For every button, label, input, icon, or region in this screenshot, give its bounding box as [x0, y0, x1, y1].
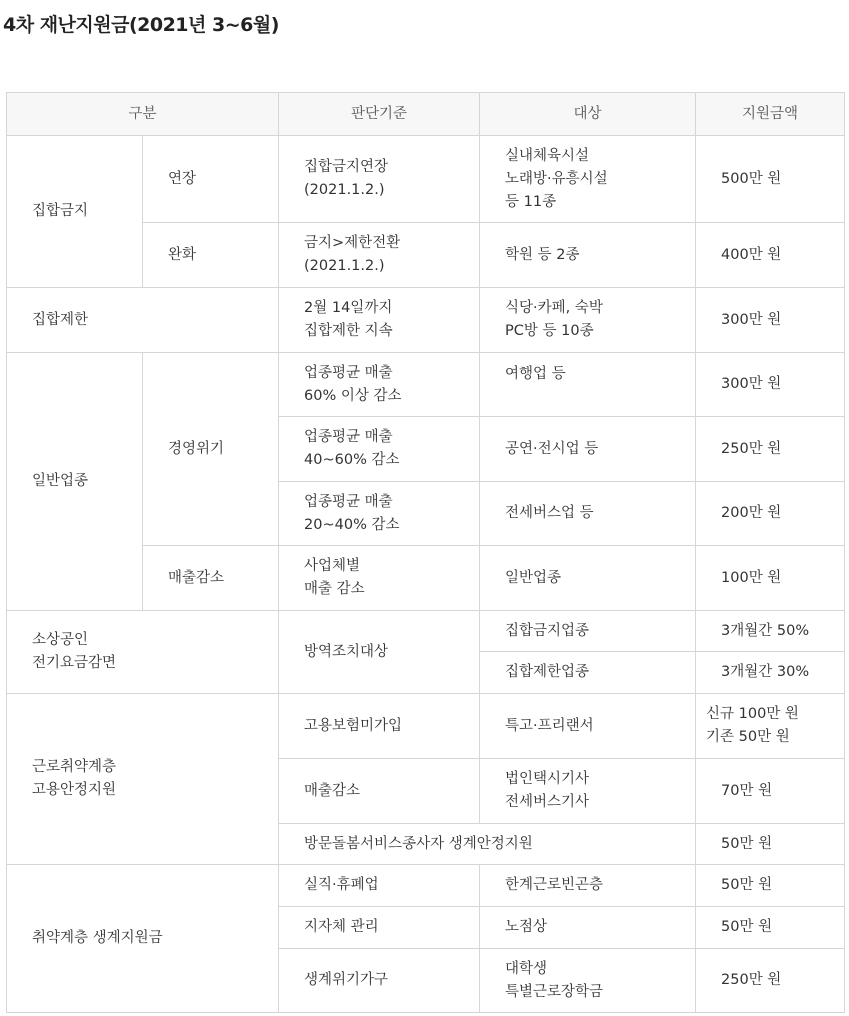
- amount-cell: 3개월간 50%: [696, 611, 845, 652]
- criteria-cell: 지자체 관리: [279, 907, 480, 949]
- criteria-cell: 금지>제한전환 (2021.1.2.): [279, 223, 480, 288]
- target-cell: 대학생 특별근로장학금: [480, 949, 696, 1013]
- amount-cell: 70만 원: [696, 759, 845, 824]
- amount-cell: 250만 원: [696, 949, 845, 1013]
- amount-cell: 400만 원: [696, 223, 845, 288]
- target-cell: 식당·카페, 숙박 PC방 등 10종: [480, 288, 696, 353]
- target-cell: 공연·전시업 등: [480, 417, 696, 482]
- criteria-cell: 생계위기가구: [279, 949, 480, 1013]
- disaster-relief-table: [6, 92, 845, 1013]
- amount-cell: 300만 원: [696, 353, 845, 417]
- target-cell: 한계근로빈곤층: [480, 865, 696, 907]
- amount-cell: 50만 원: [696, 865, 845, 907]
- table-header-row: [7, 93, 845, 136]
- criteria-cell: 사업체별 매출 감소: [279, 546, 480, 611]
- amount-cell: 신규 100만 원 기존 50만 원: [696, 694, 845, 759]
- subcategory-cell: 경영위기: [143, 353, 279, 546]
- header-category: 구분: [7, 93, 279, 136]
- amount-cell: 50만 원: [696, 824, 845, 865]
- category-cell: 근로취약계층 고용안정지원: [7, 694, 279, 865]
- target-cell: 여행업 등: [480, 353, 696, 417]
- target-cell: 실내체육시설 노래방·유흥시설 등 11종: [480, 136, 696, 223]
- table-row: [7, 611, 845, 652]
- category-cell: 일반업종: [7, 353, 143, 611]
- target-cell: 집합금지업종: [480, 611, 696, 652]
- amount-cell: 250만 원: [696, 417, 845, 482]
- category-cell: 집합금지: [7, 136, 143, 288]
- criteria-cell: 업종평균 매출 40~60% 감소: [279, 417, 480, 482]
- criteria-cell: 실직·휴폐업: [279, 865, 480, 907]
- subcategory-cell: 완화: [143, 223, 279, 288]
- amount-cell: 500만 원: [696, 136, 845, 223]
- criteria-cell: 집합금지연장 (2021.1.2.): [279, 136, 480, 223]
- page-title: 4차 재난지원금(2021년 3~6월): [3, 14, 279, 36]
- criteria-cell: 업종평균 매출 20~40% 감소: [279, 482, 480, 546]
- criteria-cell: 매출감소: [279, 759, 480, 824]
- criteria-cell: 업종평균 매출 60% 이상 감소: [279, 353, 480, 417]
- category-cell: 집합제한: [7, 288, 279, 353]
- target-cell: 학원 등 2종: [480, 223, 696, 288]
- target-cell: 일반업종: [480, 546, 696, 611]
- criteria-cell: 고용보험미가입: [279, 694, 480, 759]
- amount-cell: 300만 원: [696, 288, 845, 353]
- category-cell: 소상공인 전기요금감면: [7, 611, 279, 694]
- header-target: 대상: [480, 93, 696, 136]
- amount-cell: 200만 원: [696, 482, 845, 546]
- table-row: [7, 865, 845, 907]
- target-cell: 특고·프리랜서: [480, 694, 696, 759]
- target-cell: 노점상: [480, 907, 696, 949]
- target-cell: 전세버스업 등: [480, 482, 696, 546]
- subcategory-cell: 매출감소: [143, 546, 279, 611]
- amount-cell: 100만 원: [696, 546, 845, 611]
- amount-cell: 50만 원: [696, 907, 845, 949]
- criteria-cell: 방문돌봄서비스종사자 생계안정지원: [279, 824, 696, 865]
- amount-cell: 3개월간 30%: [696, 652, 845, 694]
- table-row: [7, 288, 845, 353]
- table-row: [7, 353, 845, 417]
- category-cell: 취약계층 생계지원금: [7, 865, 279, 1013]
- criteria-cell: 방역조치대상: [279, 611, 480, 694]
- target-cell: 집합제한업종: [480, 652, 696, 694]
- subcategory-cell: 연장: [143, 136, 279, 223]
- table-row: [7, 694, 845, 759]
- target-cell: 법인택시기사 전세버스기사: [480, 759, 696, 824]
- table-row: [7, 136, 845, 223]
- header-criteria: 판단기준: [279, 93, 480, 136]
- criteria-cell: 2월 14일까지 집합제한 지속: [279, 288, 480, 353]
- header-amount: 지원금액: [696, 93, 845, 136]
